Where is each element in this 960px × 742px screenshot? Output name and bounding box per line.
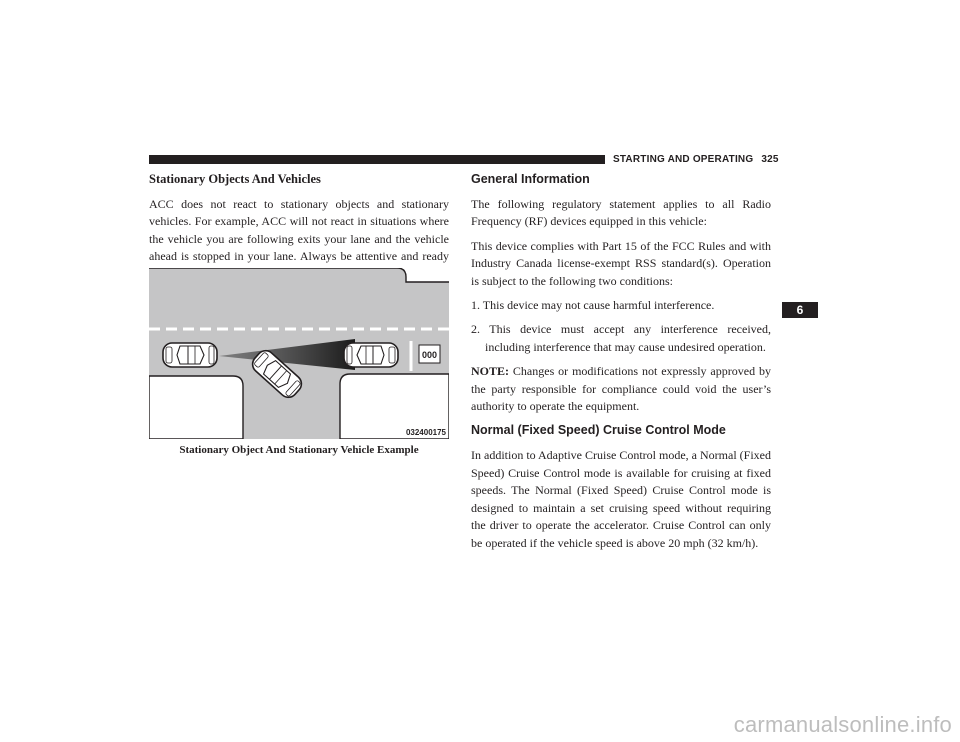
running-header <box>613 154 779 165</box>
section-title: STARTING AND OPERATING <box>613 154 754 165</box>
stationary-objects-paragraph: ACC does not react to stationary objects and stationary vehicles. For example, ACC will not react in situations where the vehicle you are following exits your lane and the vehicle ahead is stopped in your lane. Always be attentive and ready <box>149 197 449 264</box>
stationary-vehicle-icon <box>344 343 398 367</box>
figure-caption: Stationary Object And Stationary Vehicle Example <box>179 444 419 456</box>
fcc-paragraph: This device complies with Part 15 of the FCC Rules and with Industry Canada license-exempt RSS standard(s). Operation is subject to the following two conditions: <box>471 238 771 288</box>
stationary-objects-heading: Stationary Objects And Vehicles <box>149 172 321 186</box>
corner-lot-left <box>149 376 243 439</box>
watermark: carmanualsonline.info <box>733 712 952 737</box>
regulatory-intro-paragraph: The following regulatory statement applies to all Radio Frequency (RF) devices equipped in this vehicle: <box>471 197 771 229</box>
condition-item-1: 1. This device may not cause harmful interference. <box>471 298 715 313</box>
exiting-vehicle-icon <box>163 343 217 367</box>
road-illustration <box>149 268 449 439</box>
header-rule <box>149 155 605 164</box>
general-information-heading: General Information <box>471 172 590 186</box>
note-label: NOTE: <box>471 364 510 379</box>
cruise-control-heading: Normal (Fixed Speed) Cruise Control Mode <box>471 423 726 438</box>
right-column <box>471 171 771 559</box>
figure-code: 032400175 <box>405 428 446 437</box>
acc-figure <box>149 268 449 439</box>
cruise-control-paragraph: In addition to Adaptive Cruise Control mode, a Normal (Fixed Speed) Cruise Control mode is available for cruising at fixed speeds. The Normal (Fixed Speed) Cruise Control mode is designed to maintain a set cruising speed without requiring the driver to operate the accelerator. Cruise Control can only be operated if the vehicle speed is above 20 mph (32 km/h). <box>471 448 771 550</box>
radar-beam <box>219 339 355 370</box>
condition-item-2: 2. This device must accept any interference received, including interference that may cause undesired operation. <box>471 322 771 354</box>
note-text: Changes or modifications not expressly approved by the party responsible for compliance could void the user’s authority to operate the equipment. <box>471 364 771 414</box>
chapter-tab[interactable]: 6 <box>782 302 818 318</box>
top-curb <box>149 268 449 282</box>
note-paragraph <box>471 363 771 415</box>
page-number: 325 <box>761 154 779 165</box>
road-sign-text: 000 <box>421 350 438 360</box>
